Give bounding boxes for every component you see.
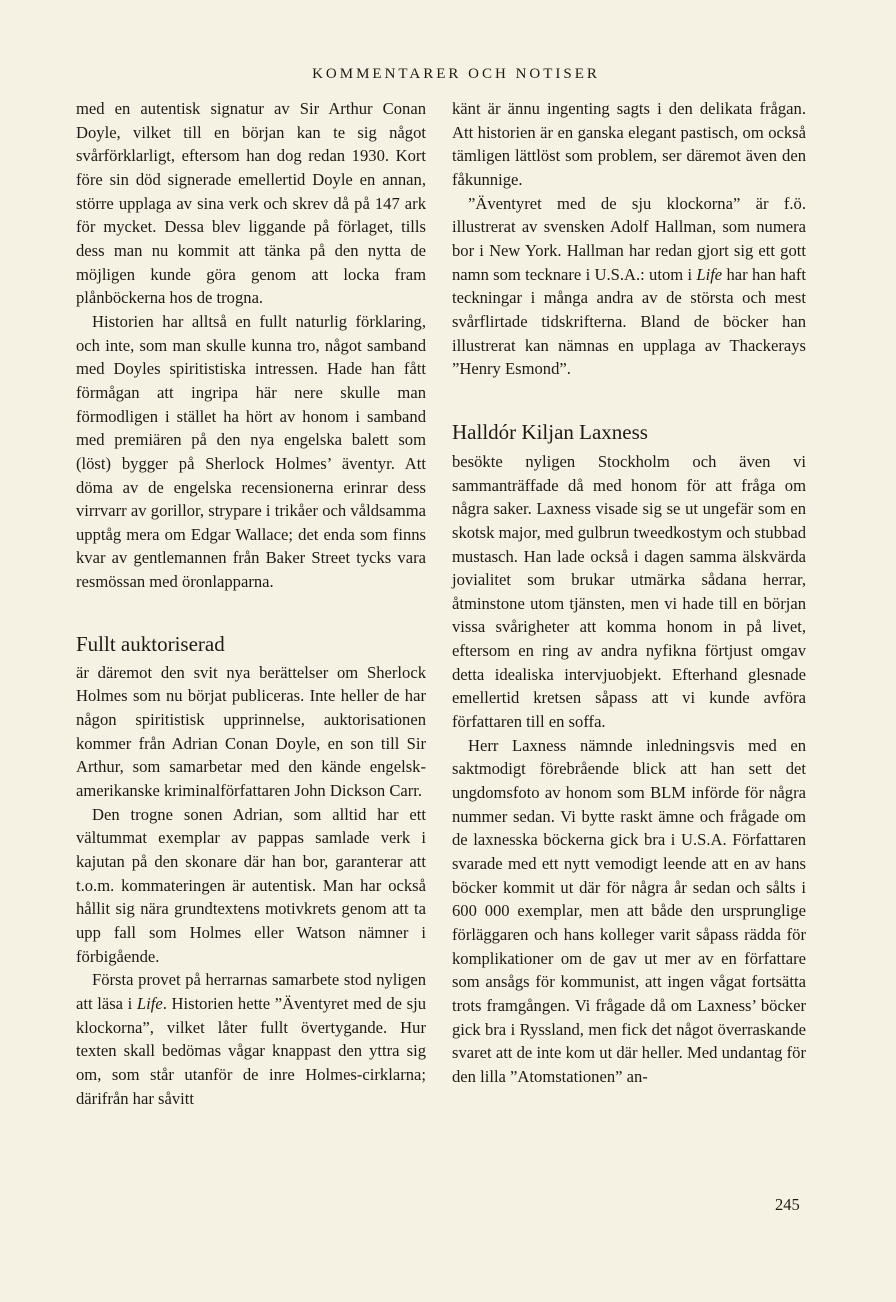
right-paragraph-2	[452, 192, 806, 381]
right-column	[452, 97, 806, 1089]
right-paragraph-3: besökte nyligen Stockholm och även vi sammanträffade då med honom för att fråga om några saker. Laxness visade sig se ut ungefär som en skotsk major, med gulbrun tweedkostym och stubbad mustasch. Han lade också i dagen samma älskvärda jovialitet som brukar utmärka sådana herrar, åtminstone utom tjänsten, men vi hade till en början vissa svårigheter att komma honom in på livet, eftersom en ring av andra nyfikna förtjust omgav detta idealiska intervjuobjekt. Efterhand glesnade emellertid kretsen såpass att vi kunde avföra författaren till en soffa.	[452, 451, 806, 732]
left-paragraph-5	[76, 968, 426, 1110]
running-head-title: KOMMENTARER OCH NOTISER	[312, 66, 600, 82]
section-heading-laxness: Halldór Kiljan Laxness	[452, 419, 648, 444]
right-paragraph-2-part-b: har han haft teckningar i många andra av de största och mest svårflirtade tidskrifterna. Bland de böcker han illustrerat kan nämnas en upplaga av Thackerays ”Henry Esmond”.	[452, 264, 807, 379]
left-paragraph-5-part-b: . Historien hette ”Äventyret med de sju klockorna”, vilket låter fullt övertygande. Hur texten skall bedömas vågar knappast den yttra sig om, som står utanför de inre Holmes-cirklarna; därifrån har såvitt	[76, 993, 426, 1108]
right-paragraph-2-part-a: ”Äventyret med de sju klockorna” är f.ö. illustrerat av svensken Adolf Hallman, som numera bor i New York. Hallman har redan gjort sig ett gott namn som tecknare i U.S.A.: utom i	[452, 193, 806, 284]
page-number: 245	[775, 1195, 800, 1214]
left-paragraph-4: Den trogne sonen Adrian, som alltid har ett vältummat exemplar av pappas samlade verk i kajutan på den skonare där han bor, garanterar att t.o.m. kommateringen är autentisk. Man har också hållit sig nära grundtextens motivkrets genom att ta upp fall som Holmes eller Watson nämner i förbigående.	[76, 804, 426, 966]
left-column	[76, 97, 426, 1110]
left-paragraph-5-part-a: Första provet på herrarnas samarbete stod nyligen att läsa i	[76, 970, 426, 1013]
magazine-title-life: Life	[696, 264, 723, 284]
right-paragraph-1: känt är ännu ingenting sagts i den delikata frågan. Att historien är en ganska elegant pastisch, om också tämligen lättlöst som problem, ser däremot även den fåkunnige.	[452, 99, 806, 189]
left-paragraph-2: Historien har alltså en fullt naturlig förklaring, och inte, som man skulle kunna tro, något samband med Doyles spiritistiska intressen. Hade han fått förmågan att ingripa här nere skulle man förmodligen i stället ha hört av honom i samband med premiären på den nya engelska balett som (löst) bygger på Sherlock Holmes’ äventyr. Att döma av de engelska recensionerna erinrar dess virrvarr av gorillor, strypare i trikåer och våldsamma upptåg mera om Edgar Wallace; det enda som finns kvar av gentlemannen från Baker Street tycks vara resmössan med öronlapparna.	[76, 311, 426, 592]
section-heading-fullt-auktoriserad: Fullt auktoriserad	[76, 631, 225, 656]
left-paragraph-3: är däremot den svit nya berättelser om Sherlock Holmes som nu börjat publiceras. Inte heller de har någon spiritistisk upprinnelse, auktorisationen kommer från Adrian Conan Doyle, en son till Sir Arthur, som samarbetar med den kände engelsk-amerikanske kriminalförfattaren John Dickson Carr.	[76, 662, 426, 801]
right-paragraph-4: Herr Laxness nämnde inledningsvis med en saktmodigt förebrående blick att han sett det ungdomsfoto av honom som BLM införde för några nummer sedan. Vi bytte raskt ämne och frågade om de laxnesska böckerna gick bra i U.S.A. Författaren svarade med ett nytt vemodigt leende att en av hans böcker kommit ut där för några år sedan och sålts i 600 000 exemplar, men att både den ursprunglige förläggaren och hans kolleger varit såpass rädda för komplikationer om de gav ut mer av en författare som ansågs för kommunist, att ingen vågat fortsätta trots framgången. Vi frågade då om Laxness’ böcker gick bra i Ryssland, men fick det något överraskande svaret att de inte kom ut där heller. Med undantag för den lilla ”Atomstationen” an-	[452, 735, 806, 1086]
magazine-title-life: Life	[136, 993, 163, 1013]
left-paragraph-1: med en autentisk signatur av Sir Arthur Conan Doyle, vilket till en början kan te sig något svårförklarligt, eftersom han dog redan 1930. Kort före sin död signerade emellertid Doyle en annan, större upplaga av sina verk och skrev då på 147 ark för mycket. Dessa blev liggande på förlaget, tills dess man nu kommit att tänka på den nytta de möjligen kunde göra genom att locka fram plånböckerna hos de trogna.	[76, 99, 426, 308]
